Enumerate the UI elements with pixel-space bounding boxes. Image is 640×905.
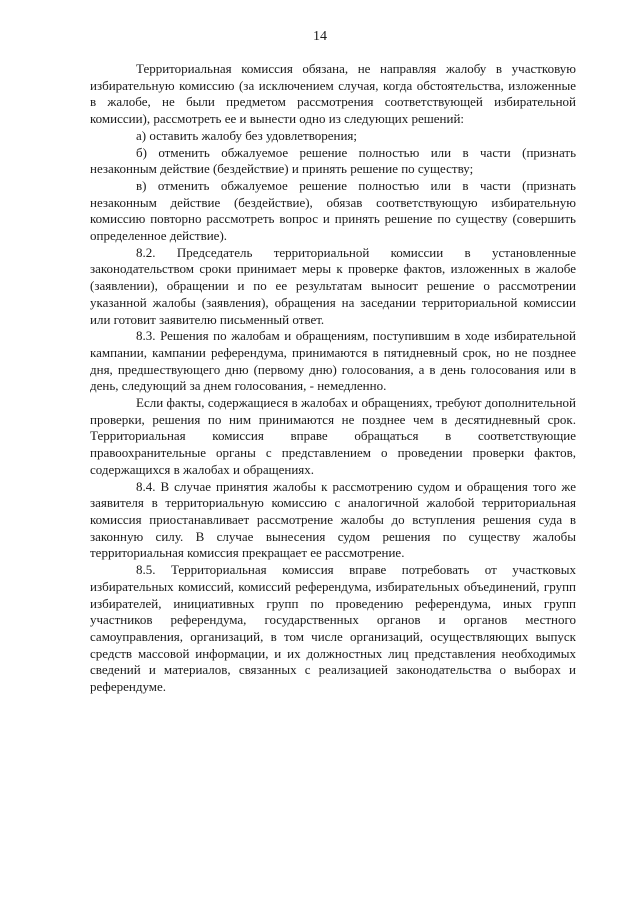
- paragraph-intro: Территориальная комиссия обязана, не направляя жалобу в участковую избирательную комиссию (за исключением случая, когда обстоятельства, изложенные в жалобе, не были предметом рассмотрения соответствующей избирательной комиссии), рассмотреть ее и вынести одно из следующих решений:: [90, 61, 576, 127]
- paragraph-option-c: в) отменить обжалуемое решение полностью или в части (признать незаконным действие (бездействие), обязав соответствующую избирательную комиссию повторно рассмотреть вопрос и принять решение по существу (совершить определенное действие).: [90, 177, 576, 244]
- paragraph-8-4: 8.4. В случае принятия жалобы к рассмотрению судом и обращения того же заявителя в территориальную комиссию с аналогичной жалобой территориальная комиссия приостанавливает рассмотрение жалобы до вступления решения суда в законную силу. В случае вынесения судом решения по существу жалобы территориальная комиссия прекращает ее рассмотрение.: [90, 478, 576, 561]
- document-body: [90, 61, 576, 696]
- paragraph-option-b: б) отменить обжалуемое решение полностью или в части (признать незаконным действие (бездействие) и принять решение по существу;: [90, 144, 576, 177]
- paragraph-8-3-continued: Если факты, содержащиеся в жалобах и обращениях, требуют дополнительной проверки, решения по ним принимаются не позднее чем в десятидневный срок. Территориальная комиссия вправе обращаться в соответствующие правоохранительные органы с представлением о проведении проверки фактов, содержащихся в жалобах и обращениях.: [90, 395, 576, 477]
- paragraph-8-2: 8.2. Председатель территориальной комиссии в установленные законодательством сроки принимает меры к проверке фактов, изложенных в жалобе (заявлении), обращении и по ее результатам выносит решение о рассмотрении указанной жалобы (заявления), обращения на заседании территориальной комиссии или готовит заявителю письменный ответ.: [90, 244, 576, 327]
- paragraph-8-5: 8.5. Территориальная комиссия вправе потребовать от участковых избирательных комиссий, комиссий референдума, избирательных объединений, групп избирателей, инициативных групп по проведению референдума, иных групп участников референдума, государственных органов и органов местного самоуправления, организаций, в том числе организаций, осуществляющих выпуск средств массовой информации, и их должностных лиц представления необходимых сведений и материалов, связанных с реализацией законодательства о выборах и референдуме.: [90, 562, 576, 695]
- paragraph-8-3: 8.3. Решения по жалобам и обращениям, поступившим в ходе избирательной кампании, кампании референдума, принимаются в пятидневный срок, но не позднее дня, предшествующего дню (первому дню) голосования, а в день голосования или в день, следующий за днем голосования, - немедленно.: [90, 328, 576, 394]
- paragraph-option-a: а) оставить жалобу без удовлетворения;: [136, 127, 358, 143]
- page-number: 14: [313, 29, 327, 44]
